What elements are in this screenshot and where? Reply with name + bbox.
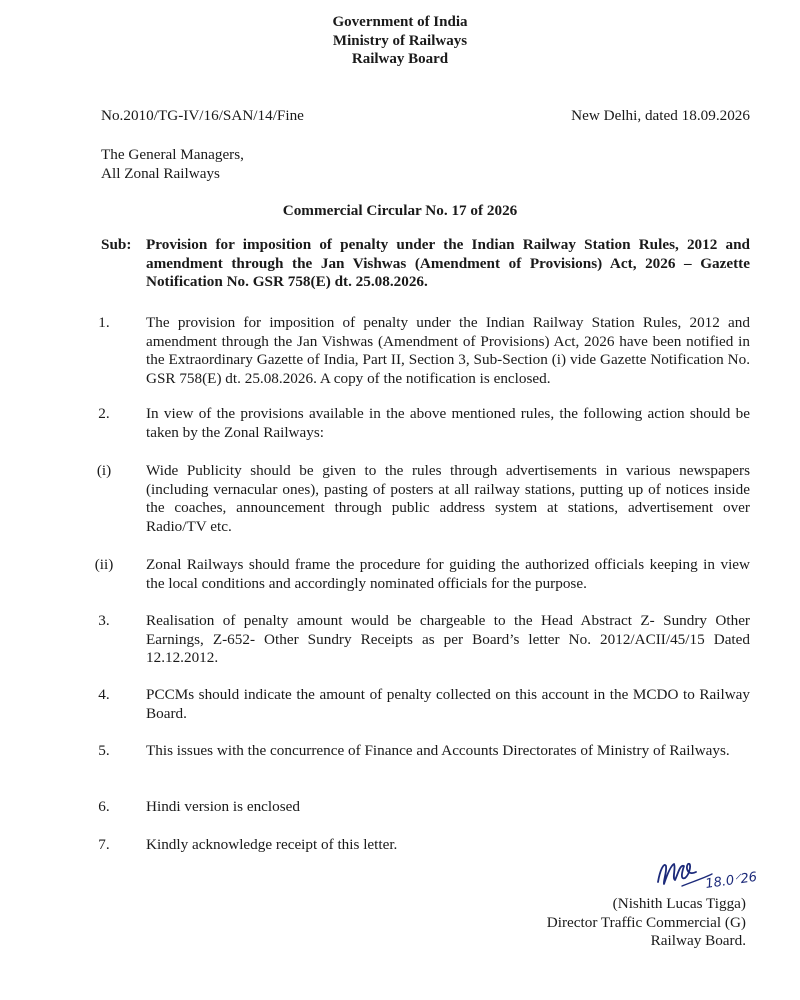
paragraph-text: Wide Publicity should be given to the rules through advertisements in various newspapers (including vernacular ones), pasting of posters at all railway stations, putting up of notices inside the coaches, announcement through public address system at stations, advertisement over Radio/TV etc.	[146, 462, 750, 535]
paragraph-text: Kindly acknowledge receipt of this letter.	[146, 836, 398, 853]
paragraph-text: Realisation of penalty amount would be chargeable to the Head Abstract Z- Sundry Other Earnings, Z-652- Other Sundry Receipts as per Board’s letter No. 2012/ACII/45/15 Dated 12.12.2012.	[146, 612, 750, 666]
addressee-line-2: All Zonal Railways	[101, 164, 220, 182]
paragraph-number: 3.	[98, 612, 110, 629]
paragraph-number: 5.	[98, 742, 110, 759]
signatory-office: Railway Board.	[650, 932, 746, 949]
place-date: New Delhi, dated 18.09.2026	[571, 107, 750, 124]
subject-label: Sub:	[101, 236, 132, 253]
signature-block	[547, 895, 746, 951]
paragraph-number: 4.	[98, 686, 110, 703]
paragraph-text: Zonal Railways should frame the procedure for guiding the authorized officials keeping in view the local conditions and accordingly nominated officials for the purpose.	[146, 556, 750, 592]
handwritten-signature	[652, 852, 777, 894]
letterhead	[0, 13, 800, 69]
signatory-designation: Director Traffic Commercial (G)	[546, 913, 746, 931]
paragraph-number: (i)	[96, 462, 112, 479]
paragraph-number: 1.	[98, 314, 110, 331]
paragraph-text: PCCMs should indicate the amount of penalty collected on this account in the MCDO to Railway Board.	[146, 686, 750, 722]
subject-text: Provision for imposition of penalty under the Indian Railway Station Rules, 2012 and amendment through the Jan Vishwas (Amendment of Provisions) Act, 2026 – Gazette Notification No. GSR 758(E) dt. 25.08.2026.	[146, 236, 750, 290]
paragraph-text: In view of the provisions available in the above mentioned rules, the following action should be taken by the Zonal Railways:	[146, 405, 750, 441]
paragraph-number: 7.	[98, 836, 110, 853]
signatory-name: (Nishith Lucas Tigga)	[612, 895, 746, 912]
addressee-line-1: The General Managers,	[101, 146, 244, 163]
paragraph-text: This issues with the concurrence of Finance and Accounts Directorates of Ministry of Railways.	[146, 742, 730, 759]
paragraph-number: 2.	[98, 405, 110, 422]
signature-date: 18.0⸍26	[704, 869, 759, 892]
paragraph-number: (ii)	[94, 556, 114, 573]
letterhead-board: Railway Board	[351, 51, 449, 67]
paragraph-number: 6.	[98, 798, 110, 815]
circular-title: Commercial Circular No. 17 of 2026	[282, 202, 518, 219]
letterhead-ministry: Ministry of Railways	[332, 32, 468, 49]
reference-number: No.2010/TG-IV/16/SAN/14/Fine	[101, 107, 304, 124]
letterhead-government: Government of India	[332, 14, 468, 30]
paragraph-text: Hindi version is enclosed	[146, 798, 300, 815]
paragraph-text: The provision for imposition of penalty under the Indian Railway Station Rules, 2012 and amendment through the Jan Vishwas (Amendment of Provisions) Act, 2026 have been notified in the Extraordinary Gazette of India, Part II, Section 3, Sub-Section (i) vide Gazette Notification No. GSR 758(E) dt. 25.08.2026. A copy of the notification is enclosed.	[146, 314, 750, 387]
addressee	[101, 146, 244, 183]
